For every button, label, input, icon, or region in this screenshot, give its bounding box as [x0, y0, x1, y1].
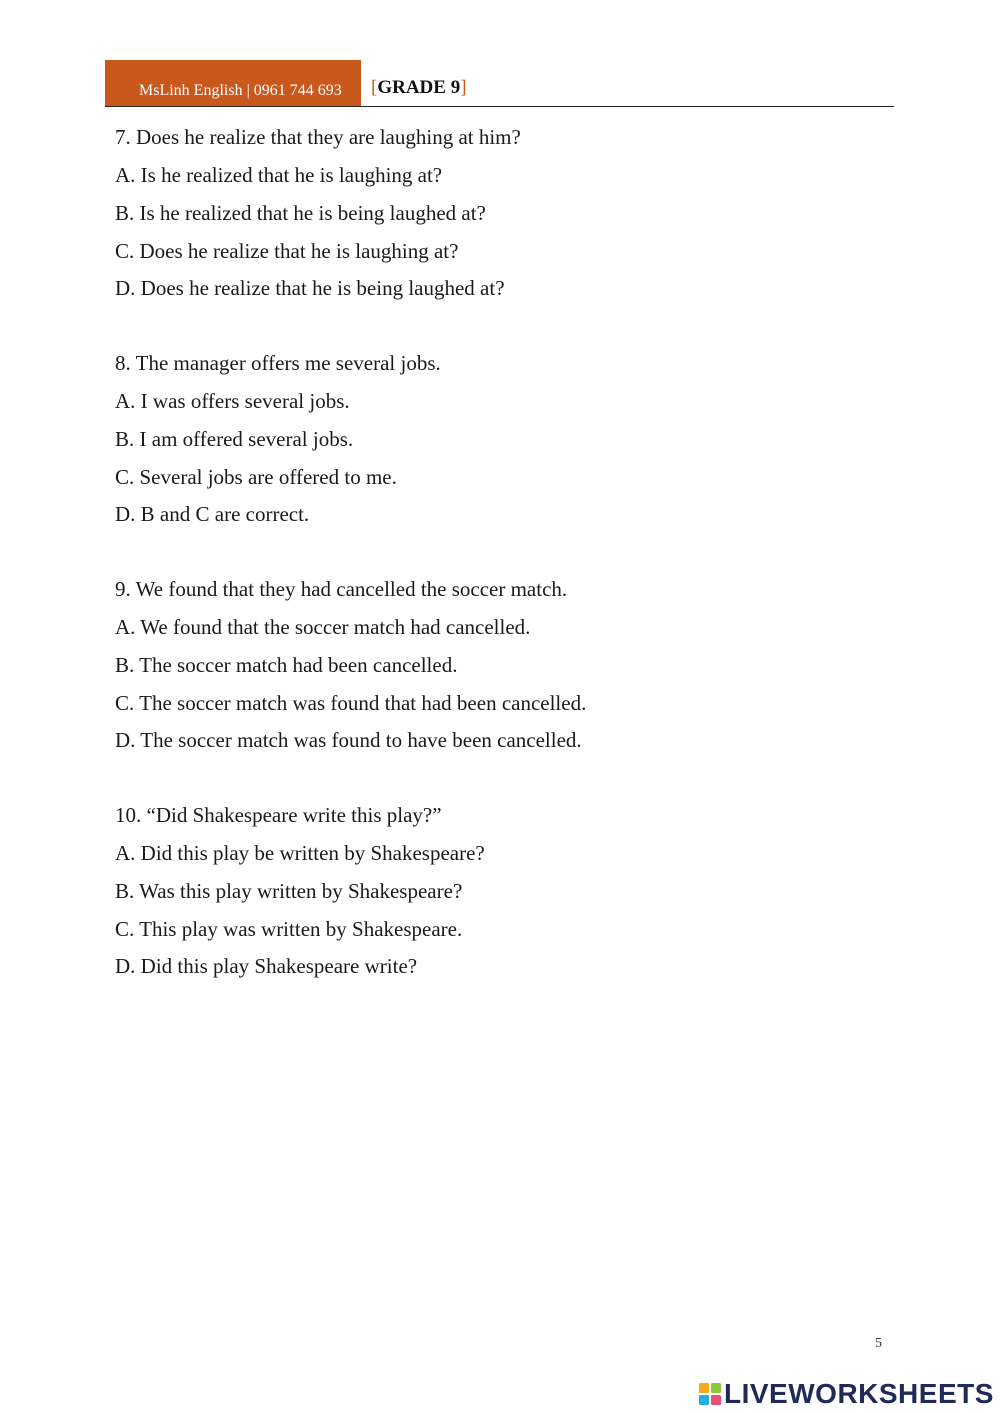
grade-label: GRADE 9 [377, 77, 461, 98]
answer-option: A. Did this play be written by Shakespeare? [115, 841, 485, 865]
answer-option: B. Is he realized that he is being laughed at? [115, 201, 486, 225]
header-grade: [GRADE 9] [371, 77, 467, 98]
header-contact-banner [105, 60, 361, 106]
header-contact: MsLinh English | 0961 744 693 [139, 82, 342, 99]
answer-option: A. We found that the soccer match had cancelled. [115, 615, 531, 639]
page-number: 5 [875, 1336, 882, 1351]
answer-option: C. This play was written by Shakespeare. [115, 917, 463, 941]
answer-option: C. The soccer match was found that had been cancelled. [115, 691, 587, 715]
logo-text: LIVEWORKSHEETS [724, 1378, 994, 1409]
answer-option: D. Does he realize that he is being laughed at? [115, 276, 505, 300]
question-stem: 8. The manager offers me several jobs. [115, 351, 441, 375]
question-stem: 9. We found that they had cancelled the soccer match. [115, 577, 568, 601]
answer-option: B. I am offered several jobs. [115, 427, 354, 451]
question-stem: 10. “Did Shakespeare write this play?” [115, 803, 442, 827]
question-stem: 7. Does he realize that they are laughing at him? [115, 125, 521, 149]
answer-option: B. Was this play written by Shakespeare? [115, 879, 463, 903]
answer-option: D. B and C are correct. [115, 502, 310, 526]
header-divider [105, 106, 894, 107]
answer-option: A. I was offers several jobs. [115, 389, 350, 413]
liveworksheets-logo[interactable] [698, 1378, 994, 1410]
answer-option: D. The soccer match was found to have been cancelled. [115, 728, 582, 752]
answer-option: B. The soccer match had been cancelled. [115, 653, 458, 677]
answer-option: D. Did this play Shakespeare write? [115, 954, 418, 978]
answer-option: A. Is he realized that he is laughing at? [115, 163, 443, 187]
liveworksheets-icon [698, 1382, 722, 1406]
answer-option: C. Several jobs are offered to me. [115, 465, 397, 489]
answer-option: C. Does he realize that he is laughing at? [115, 239, 459, 263]
